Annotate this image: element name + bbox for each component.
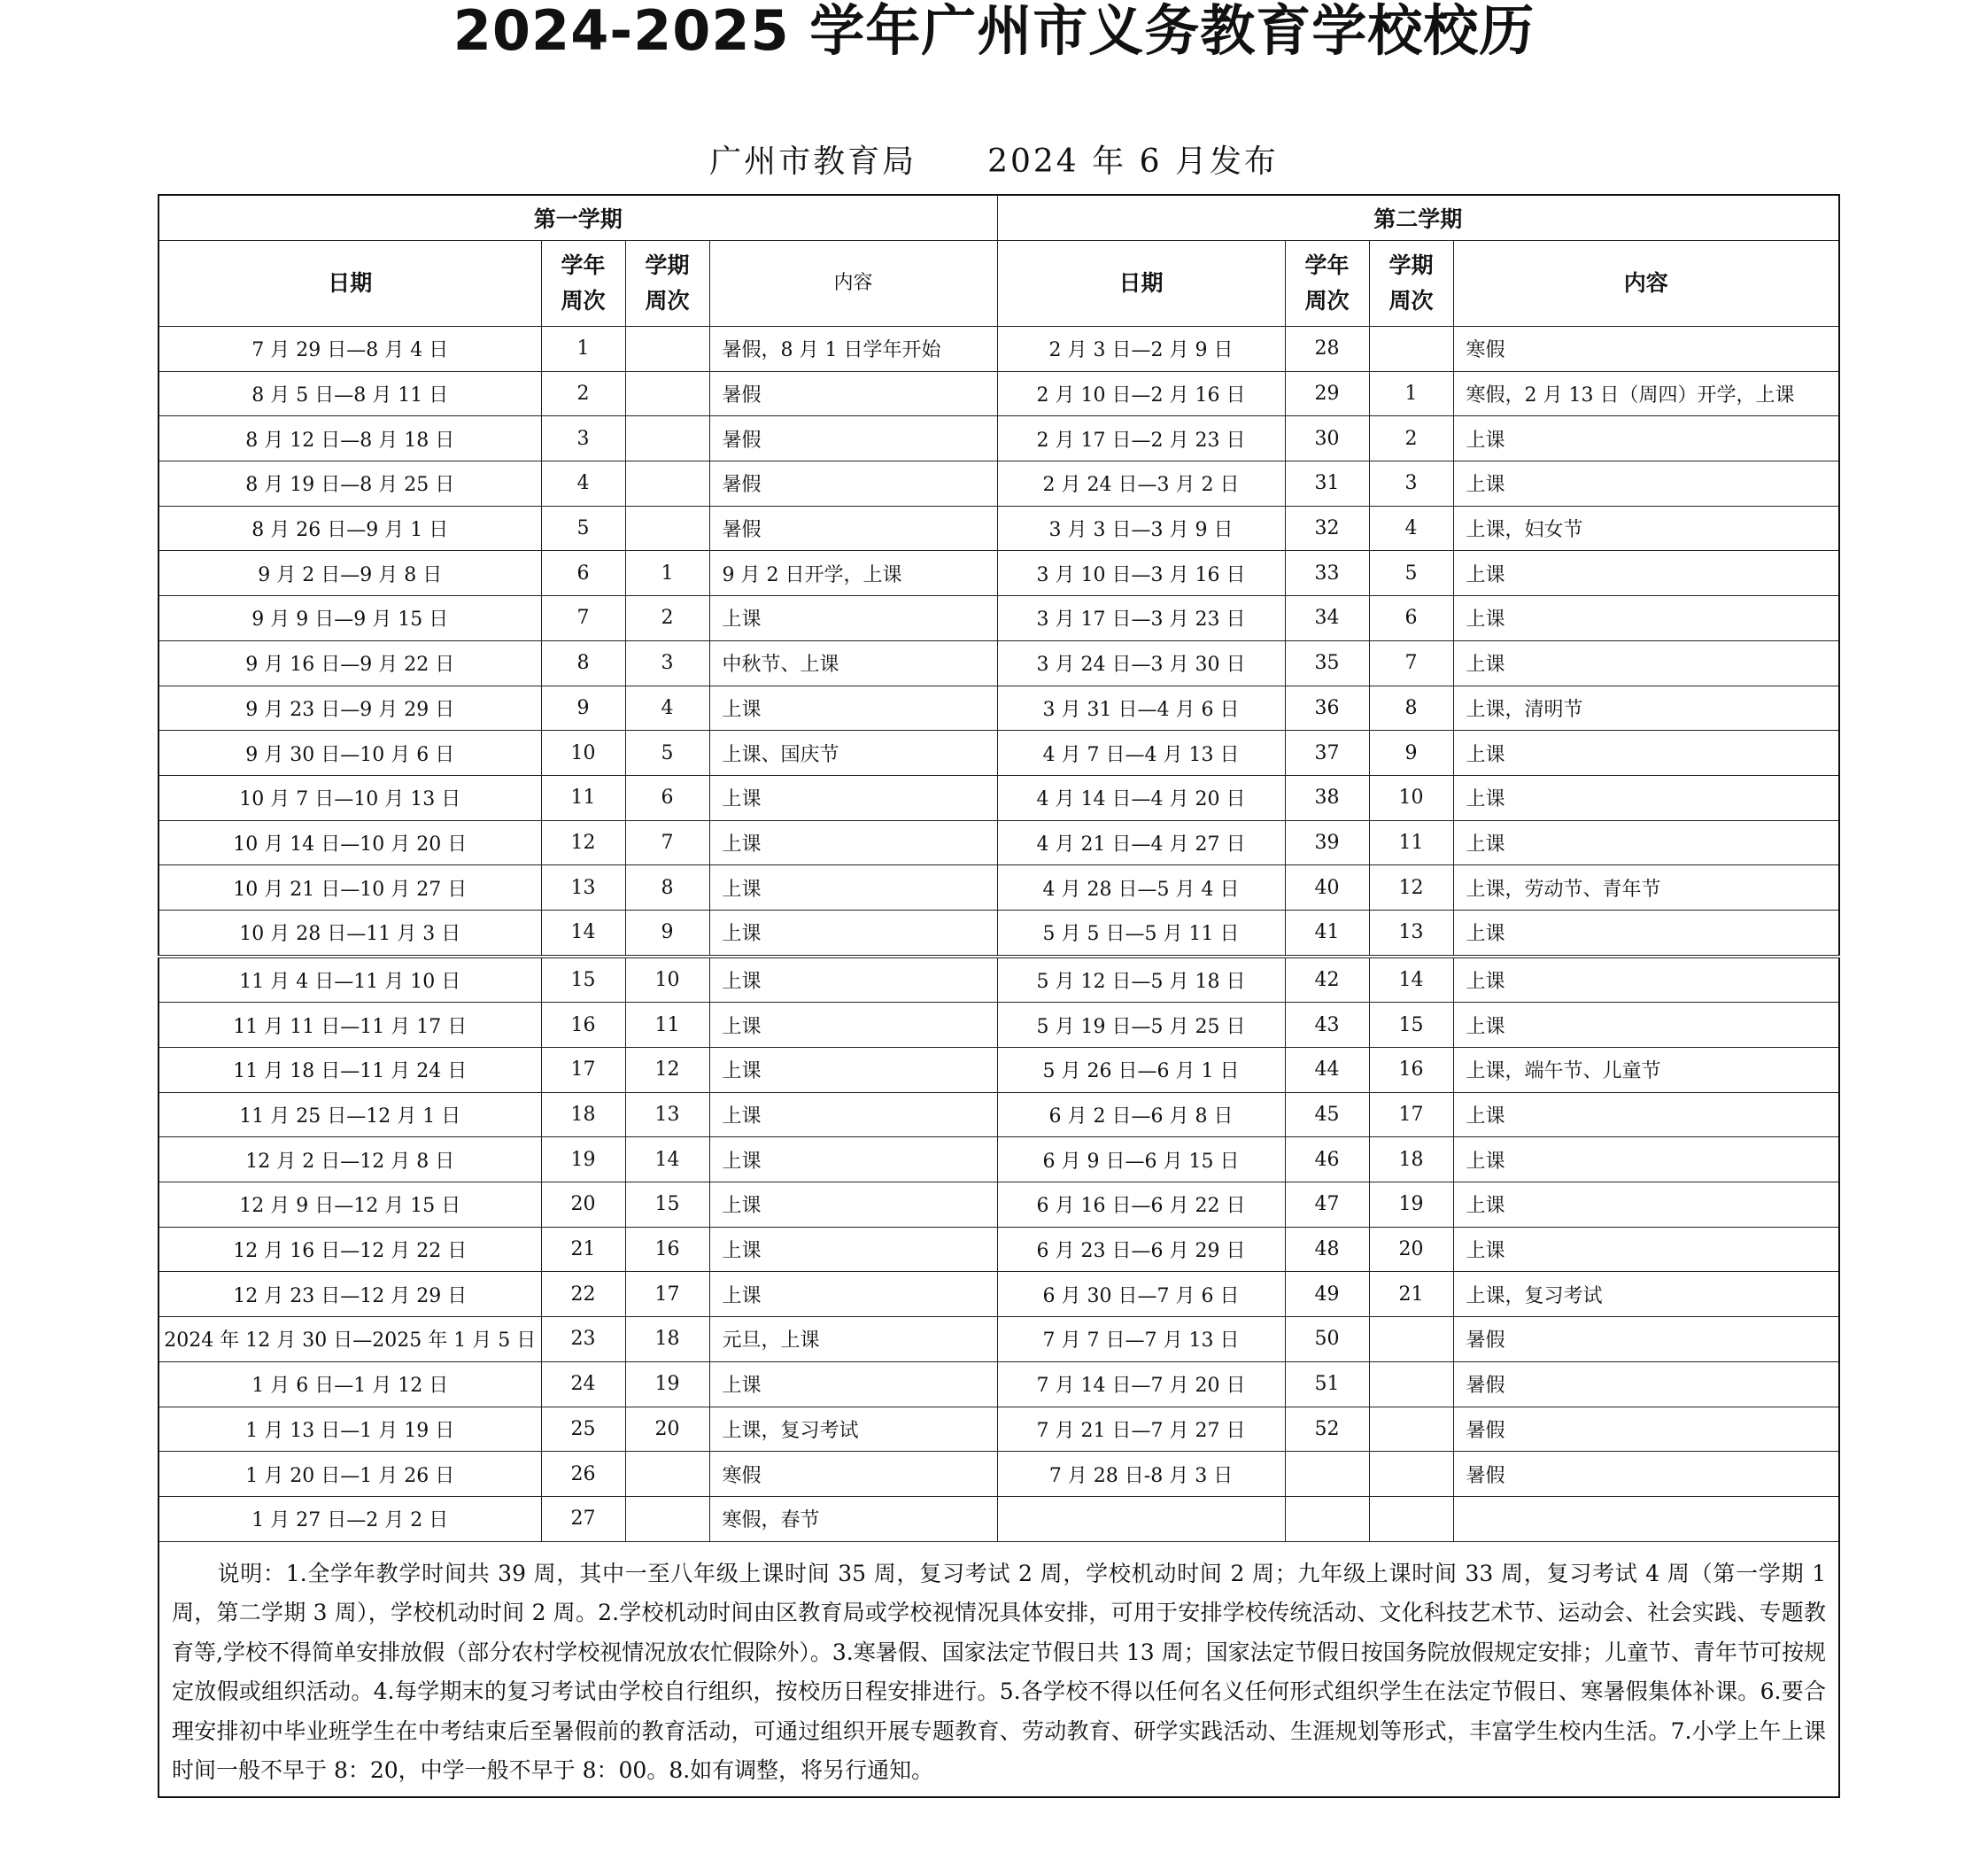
first-year-week-cell: 6 <box>541 551 625 596</box>
first-term-week-cell: 3 <box>625 640 709 686</box>
first-term-week-cell: 7 <box>625 820 709 865</box>
second-term-week-cell: 14 <box>1369 957 1453 1003</box>
first-date-cell: 12 月 9 日—12 月 15 日 <box>159 1182 541 1228</box>
first-content-cell: 9 月 2 日开学，上课 <box>709 551 997 596</box>
first-content-cell: 上课 <box>709 1137 997 1182</box>
second-year-week-cell: 44 <box>1285 1048 1369 1093</box>
second-date-cell: 7 月 28 日-8 月 3 日 <box>997 1452 1285 1497</box>
second-year-week-cell: 35 <box>1285 640 1369 686</box>
first-term-week-cell <box>625 1452 709 1497</box>
second-year-week-cell: 39 <box>1285 820 1369 865</box>
first-content-cell: 上课 <box>709 1048 997 1093</box>
first-year-week-cell: 15 <box>541 957 625 1003</box>
first-content-cell: 寒假，春节 <box>709 1496 997 1541</box>
second-content-cell: 上课 <box>1453 416 1839 461</box>
first-year-week-cell: 12 <box>541 820 625 865</box>
second-date-cell: 5 月 19 日—5 月 25 日 <box>997 1003 1285 1048</box>
first-date-cell: 9 月 16 日—9 月 22 日 <box>159 640 541 686</box>
first-content-cell: 上课 <box>709 820 997 865</box>
first-year-week-cell: 22 <box>541 1272 625 1317</box>
second-term-week-cell: 2 <box>1369 416 1453 461</box>
table-row <box>159 371 1839 416</box>
second-year-week-cell: 48 <box>1285 1227 1369 1272</box>
first-date-cell: 7 月 29 日—8 月 4 日 <box>159 327 541 372</box>
second-date-cell: 4 月 14 日—4 月 20 日 <box>997 775 1285 820</box>
first-year-week-cell: 9 <box>541 686 625 731</box>
table-row <box>159 461 1839 507</box>
first-year-week-cell: 20 <box>541 1182 625 1228</box>
table-row <box>159 957 1839 1003</box>
first-term-week-cell: 16 <box>625 1227 709 1272</box>
first-date-cell: 1 月 20 日—1 月 26 日 <box>159 1452 541 1497</box>
first-date-cell: 8 月 5 日—8 月 11 日 <box>159 371 541 416</box>
second-content-cell: 上课 <box>1453 957 1839 1003</box>
first-year-week-cell: 21 <box>541 1227 625 1272</box>
second-content-cell: 上课 <box>1453 1137 1839 1182</box>
first-content-cell: 中秋节、上课 <box>709 640 997 686</box>
table-row <box>159 1496 1839 1541</box>
first-content-cell: 暑假 <box>709 371 997 416</box>
first-year-week-cell: 7 <box>541 596 625 641</box>
second-year-week-cell: 45 <box>1285 1092 1369 1137</box>
second-date-cell: 7 月 7 日—7 月 13 日 <box>997 1317 1285 1362</box>
first-term-week-cell: 9 <box>625 910 709 956</box>
first-date-cell: 1 月 27 日—2 月 2 日 <box>159 1496 541 1541</box>
table-row <box>159 910 1839 956</box>
second-content-cell: 上课，端午节、儿童节 <box>1453 1048 1839 1093</box>
second-term-week-cell <box>1369 1407 1453 1452</box>
content-column-header: 内容 <box>709 241 997 327</box>
second-year-week-cell: 51 <box>1285 1361 1369 1407</box>
second-term-week-cell: 16 <box>1369 1048 1453 1093</box>
first-content-cell: 暑假，8 月 1 日学年开始 <box>709 327 997 372</box>
second-term-week-cell: 11 <box>1369 820 1453 865</box>
first-term-week-cell <box>625 371 709 416</box>
second-content-cell: 上课 <box>1453 1182 1839 1228</box>
second-term-week-cell: 17 <box>1369 1092 1453 1137</box>
second-content-cell: 上课 <box>1453 1092 1839 1137</box>
table-row <box>159 865 1839 911</box>
second-date-cell: 7 月 21 日—7 月 27 日 <box>997 1407 1285 1452</box>
second-content-cell: 暑假 <box>1453 1452 1839 1497</box>
first-date-cell: 1 月 13 日—1 月 19 日 <box>159 1407 541 1452</box>
second-year-week-cell <box>1285 1496 1369 1541</box>
second-term-week-cell: 10 <box>1369 775 1453 820</box>
second-content-cell: 上课 <box>1453 775 1839 820</box>
second-date-cell: 4 月 7 日—4 月 13 日 <box>997 731 1285 776</box>
date-column-header: 日期 <box>997 241 1285 327</box>
first-term-week-cell: 6 <box>625 775 709 820</box>
second-year-week-cell: 32 <box>1285 506 1369 551</box>
first-term-week-cell: 1 <box>625 551 709 596</box>
first-term-week-cell: 12 <box>625 1048 709 1093</box>
table-row <box>159 327 1839 372</box>
second-content-cell: 上课 <box>1453 596 1839 641</box>
second-year-week-cell: 33 <box>1285 551 1369 596</box>
second-date-cell: 3 月 3 日—3 月 9 日 <box>997 506 1285 551</box>
second-date-cell: 2 月 10 日—2 月 16 日 <box>997 371 1285 416</box>
first-content-cell: 上课 <box>709 1092 997 1137</box>
second-content-cell: 上课 <box>1453 1003 1839 1048</box>
table-row <box>159 1317 1839 1362</box>
first-date-cell: 9 月 23 日—9 月 29 日 <box>159 686 541 731</box>
second-content-cell: 上课，复习考试 <box>1453 1272 1839 1317</box>
first-content-cell: 上课 <box>709 596 997 641</box>
issuer: 广州市教育局 <box>709 143 917 180</box>
second-date-cell: 5 月 12 日—5 月 18 日 <box>997 957 1285 1003</box>
second-date-cell: 6 月 9 日—6 月 15 日 <box>997 1137 1285 1182</box>
first-content-cell: 上课 <box>709 910 997 956</box>
second-term-week-cell: 7 <box>1369 640 1453 686</box>
second-year-week-cell: 49 <box>1285 1272 1369 1317</box>
second-term-week-cell: 4 <box>1369 506 1453 551</box>
second-date-cell: 4 月 21 日—4 月 27 日 <box>997 820 1285 865</box>
second-year-week-cell: 38 <box>1285 775 1369 820</box>
first-date-cell: 12 月 2 日—12 月 8 日 <box>159 1137 541 1182</box>
first-content-cell: 暑假 <box>709 416 997 461</box>
second-year-week-cell: 52 <box>1285 1407 1369 1452</box>
second-content-cell <box>1453 1496 1839 1541</box>
second-year-week-cell: 31 <box>1285 461 1369 507</box>
table-row <box>159 551 1839 596</box>
second-content-cell: 上课，劳动节、青年节 <box>1453 865 1839 911</box>
second-term-week-cell: 12 <box>1369 865 1453 911</box>
first-year-week-cell: 11 <box>541 775 625 820</box>
second-year-week-cell: 47 <box>1285 1182 1369 1228</box>
first-term-week-cell <box>625 327 709 372</box>
first-term-week-cell <box>625 416 709 461</box>
first-content-cell: 上课 <box>709 1182 997 1228</box>
first-year-week-cell: 14 <box>541 910 625 956</box>
first-content-cell: 暑假 <box>709 461 997 507</box>
first-content-cell: 上课 <box>709 686 997 731</box>
term-week-column-header: 学期 周次 <box>1369 241 1453 327</box>
second-content-cell: 上课 <box>1453 461 1839 507</box>
first-term-week-cell: 5 <box>625 731 709 776</box>
first-date-cell: 2024 年 12 月 30 日—2025 年 1 月 5 日 <box>159 1317 541 1362</box>
second-date-cell: 6 月 23 日—6 月 29 日 <box>997 1227 1285 1272</box>
second-date-cell <box>997 1496 1285 1541</box>
second-content-cell: 寒假，2 月 13 日（周四）开学，上课 <box>1453 371 1839 416</box>
table-row <box>159 416 1839 461</box>
second-year-week-cell: 41 <box>1285 910 1369 956</box>
second-term-header: 第二学期 <box>997 195 1839 241</box>
content-column-header: 内容 <box>1453 241 1839 327</box>
table-row <box>159 686 1839 731</box>
second-term-week-cell <box>1369 1496 1453 1541</box>
first-date-cell: 8 月 12 日—8 月 18 日 <box>159 416 541 461</box>
first-year-week-cell: 23 <box>541 1317 625 1362</box>
year-week-column-header: 学年 周次 <box>541 241 625 327</box>
first-date-cell: 8 月 19 日—8 月 25 日 <box>159 461 541 507</box>
second-term-week-cell: 20 <box>1369 1227 1453 1272</box>
second-year-week-cell: 42 <box>1285 957 1369 1003</box>
second-date-cell: 5 月 5 日—5 月 11 日 <box>997 910 1285 956</box>
table-row <box>159 1092 1839 1137</box>
second-date-cell: 2 月 17 日—2 月 23 日 <box>997 416 1285 461</box>
first-year-week-cell: 19 <box>541 1137 625 1182</box>
first-term-week-cell: 20 <box>625 1407 709 1452</box>
second-date-cell: 2 月 3 日—2 月 9 日 <box>997 327 1285 372</box>
table-row <box>159 1048 1839 1093</box>
first-term-week-cell: 19 <box>625 1361 709 1407</box>
second-date-cell: 3 月 10 日—3 月 16 日 <box>997 551 1285 596</box>
table-row <box>159 1407 1839 1452</box>
second-term-week-cell: 9 <box>1369 731 1453 776</box>
second-content-cell: 上课，清明节 <box>1453 686 1839 731</box>
table-row <box>159 1272 1839 1317</box>
first-date-cell: 11 月 18 日—11 月 24 日 <box>159 1048 541 1093</box>
first-year-week-cell: 27 <box>541 1496 625 1541</box>
first-year-week-cell: 25 <box>541 1407 625 1452</box>
second-term-week-cell: 21 <box>1369 1272 1453 1317</box>
first-year-week-cell: 10 <box>541 731 625 776</box>
first-date-cell: 10 月 21 日—10 月 27 日 <box>159 865 541 911</box>
first-term-week-cell: 18 <box>625 1317 709 1362</box>
first-date-cell: 12 月 23 日—12 月 29 日 <box>159 1272 541 1317</box>
first-term-week-cell: 13 <box>625 1092 709 1137</box>
first-term-week-cell: 17 <box>625 1272 709 1317</box>
first-content-cell: 元旦，上课 <box>709 1317 997 1362</box>
first-year-week-cell: 2 <box>541 371 625 416</box>
second-term-week-cell: 5 <box>1369 551 1453 596</box>
first-date-cell: 9 月 30 日—10 月 6 日 <box>159 731 541 776</box>
second-year-week-cell: 46 <box>1285 1137 1369 1182</box>
first-term-week-cell <box>625 461 709 507</box>
first-content-cell: 上课，复习考试 <box>709 1407 997 1452</box>
second-date-cell: 7 月 14 日—7 月 20 日 <box>997 1361 1285 1407</box>
table-row <box>159 820 1839 865</box>
second-term-week-cell: 15 <box>1369 1003 1453 1048</box>
first-date-cell: 10 月 28 日—11 月 3 日 <box>159 910 541 956</box>
first-content-cell: 上课 <box>709 775 997 820</box>
table-row <box>159 1137 1839 1182</box>
second-term-week-cell: 8 <box>1369 686 1453 731</box>
second-date-cell: 3 月 17 日—3 月 23 日 <box>997 596 1285 641</box>
first-term-week-cell <box>625 1496 709 1541</box>
first-year-week-cell: 13 <box>541 865 625 911</box>
first-content-cell: 上课 <box>709 1361 997 1407</box>
first-content-cell: 上课 <box>709 1272 997 1317</box>
first-term-header: 第一学期 <box>159 195 997 241</box>
first-year-week-cell: 3 <box>541 416 625 461</box>
first-content-cell: 上课 <box>709 1227 997 1272</box>
table-row <box>159 1182 1839 1228</box>
second-content-cell: 上课 <box>1453 551 1839 596</box>
second-date-cell: 3 月 24 日—3 月 30 日 <box>997 640 1285 686</box>
publish-date: 2024 年 6 月发布 <box>987 143 1279 180</box>
first-content-cell: 上课 <box>709 1003 997 1048</box>
first-content-cell: 暑假 <box>709 506 997 551</box>
first-date-cell: 10 月 14 日—10 月 20 日 <box>159 820 541 865</box>
first-date-cell: 9 月 2 日—9 月 8 日 <box>159 551 541 596</box>
second-year-week-cell <box>1285 1452 1369 1497</box>
second-content-cell: 暑假 <box>1453 1361 1839 1407</box>
second-year-week-cell: 43 <box>1285 1003 1369 1048</box>
first-date-cell: 11 月 4 日—11 月 10 日 <box>159 957 541 1003</box>
second-date-cell: 4 月 28 日—5 月 4 日 <box>997 865 1285 911</box>
second-date-cell: 2 月 24 日—3 月 2 日 <box>997 461 1285 507</box>
second-term-week-cell <box>1369 1452 1453 1497</box>
second-year-week-cell: 36 <box>1285 686 1369 731</box>
first-content-cell: 寒假 <box>709 1452 997 1497</box>
first-content-cell: 上课 <box>709 957 997 1003</box>
first-date-cell: 1 月 6 日—1 月 12 日 <box>159 1361 541 1407</box>
second-date-cell: 3 月 31 日—4 月 6 日 <box>997 686 1285 731</box>
first-year-week-cell: 8 <box>541 640 625 686</box>
second-date-cell: 6 月 2 日—6 月 8 日 <box>997 1092 1285 1137</box>
first-content-cell: 上课 <box>709 865 997 911</box>
second-content-cell: 暑假 <box>1453 1407 1839 1452</box>
term-week-column-header: 学期 周次 <box>625 241 709 327</box>
second-term-week-cell: 19 <box>1369 1182 1453 1228</box>
first-date-cell: 12 月 16 日—12 月 22 日 <box>159 1227 541 1272</box>
second-content-cell: 上课 <box>1453 820 1839 865</box>
first-date-cell: 11 月 25 日—12 月 1 日 <box>159 1092 541 1137</box>
table-row <box>159 640 1839 686</box>
table-row <box>159 731 1839 776</box>
page-title: 2024-2025 学年广州市义务教育学校校历 <box>453 0 1535 63</box>
second-year-week-cell: 50 <box>1285 1317 1369 1362</box>
first-year-week-cell: 1 <box>541 327 625 372</box>
second-content-cell: 暑假 <box>1453 1317 1839 1362</box>
first-year-week-cell: 16 <box>541 1003 625 1048</box>
first-term-week-cell: 4 <box>625 686 709 731</box>
year-week-column-header: 学年 周次 <box>1285 241 1369 327</box>
first-date-cell: 8 月 26 日—9 月 1 日 <box>159 506 541 551</box>
second-date-cell: 6 月 30 日—7 月 6 日 <box>997 1272 1285 1317</box>
table-row <box>159 596 1839 641</box>
second-date-cell: 5 月 26 日—6 月 1 日 <box>997 1048 1285 1093</box>
first-term-week-cell: 8 <box>625 865 709 911</box>
second-year-week-cell: 28 <box>1285 327 1369 372</box>
first-term-week-cell: 10 <box>625 957 709 1003</box>
date-column-header: 日期 <box>159 241 541 327</box>
table-row <box>159 1003 1839 1048</box>
second-term-week-cell <box>1369 1361 1453 1407</box>
second-year-week-cell: 30 <box>1285 416 1369 461</box>
first-date-cell: 10 月 7 日—10 月 13 日 <box>159 775 541 820</box>
first-date-cell: 9 月 9 日—9 月 15 日 <box>159 596 541 641</box>
second-content-cell: 上课 <box>1453 910 1839 956</box>
second-content-cell: 上课，妇女节 <box>1453 506 1839 551</box>
second-content-cell: 上课 <box>1453 640 1839 686</box>
second-term-week-cell: 13 <box>1369 910 1453 956</box>
first-term-week-cell: 2 <box>625 596 709 641</box>
first-year-week-cell: 5 <box>541 506 625 551</box>
second-content-cell: 上课 <box>1453 1227 1839 1272</box>
first-content-cell: 上课、国庆节 <box>709 731 997 776</box>
first-year-week-cell: 24 <box>541 1361 625 1407</box>
first-year-week-cell: 18 <box>541 1092 625 1137</box>
table-row <box>159 775 1839 820</box>
second-term-week-cell <box>1369 327 1453 372</box>
table-row <box>159 1361 1839 1407</box>
second-year-week-cell: 40 <box>1285 865 1369 911</box>
second-term-week-cell: 3 <box>1369 461 1453 507</box>
first-year-week-cell: 4 <box>541 461 625 507</box>
second-year-week-cell: 29 <box>1285 371 1369 416</box>
table-row <box>159 506 1839 551</box>
school-calendar-table <box>158 194 1840 1798</box>
second-term-week-cell: 6 <box>1369 596 1453 641</box>
second-content-cell: 寒假 <box>1453 327 1839 372</box>
second-date-cell: 6 月 16 日—6 月 22 日 <box>997 1182 1285 1228</box>
first-year-week-cell: 26 <box>541 1452 625 1497</box>
second-content-cell: 上课 <box>1453 731 1839 776</box>
second-year-week-cell: 34 <box>1285 596 1369 641</box>
table-row <box>159 1452 1839 1497</box>
second-year-week-cell: 37 <box>1285 731 1369 776</box>
notes: 说明：1.全学年教学时间共 39 周，其中一至八年级上课时间 35 周，复习考试 2 周，学校机动时间 2 周；九年级上课时间 33 周，复习考试 4 周（第一学期 1 周，第二学期 3 周），学校机动时间 2 周。2.学校机动时间由区教育局或学校视情况具体安排，可用于安排学校传统活动、文化科技艺术节、运动会、社会实践、专题教育等,学校不得简单安排放假（部分农村学校视情况放农忙假除外）。3.寒暑假、国家法定节假日共 13 周；国家法定节假日按国务院放假规定安排；儿童节、青年节可按规定放假或组织活动。4.每学期末的复习考试由学校自行组织，按校历日程安排进行。5.各学校不得以任何名义任何形式组织学生在法定节假日、寒暑假集体补课。6.要合理安排初中毕业班学生在中考结束后至暑假前的教育活动，可通过组织开展专题教育、劳动教育、研学实践活动、生涯规划等形式，丰富学生校内生活。7.小学上午上课时间一般不早于 8：20，中学一般不早于 8：00。8.如有调整，将另行通知。 <box>159 1541 1839 1797</box>
first-term-week-cell: 11 <box>625 1003 709 1048</box>
first-date-cell: 11 月 11 日—11 月 17 日 <box>159 1003 541 1048</box>
first-year-week-cell: 17 <box>541 1048 625 1093</box>
first-term-week-cell <box>625 506 709 551</box>
second-term-week-cell: 1 <box>1369 371 1453 416</box>
second-term-week-cell <box>1369 1317 1453 1362</box>
table-row <box>159 1227 1839 1272</box>
first-term-week-cell: 14 <box>625 1137 709 1182</box>
first-term-week-cell: 15 <box>625 1182 709 1228</box>
second-term-week-cell: 18 <box>1369 1137 1453 1182</box>
page-subtitle <box>0 140 1988 184</box>
